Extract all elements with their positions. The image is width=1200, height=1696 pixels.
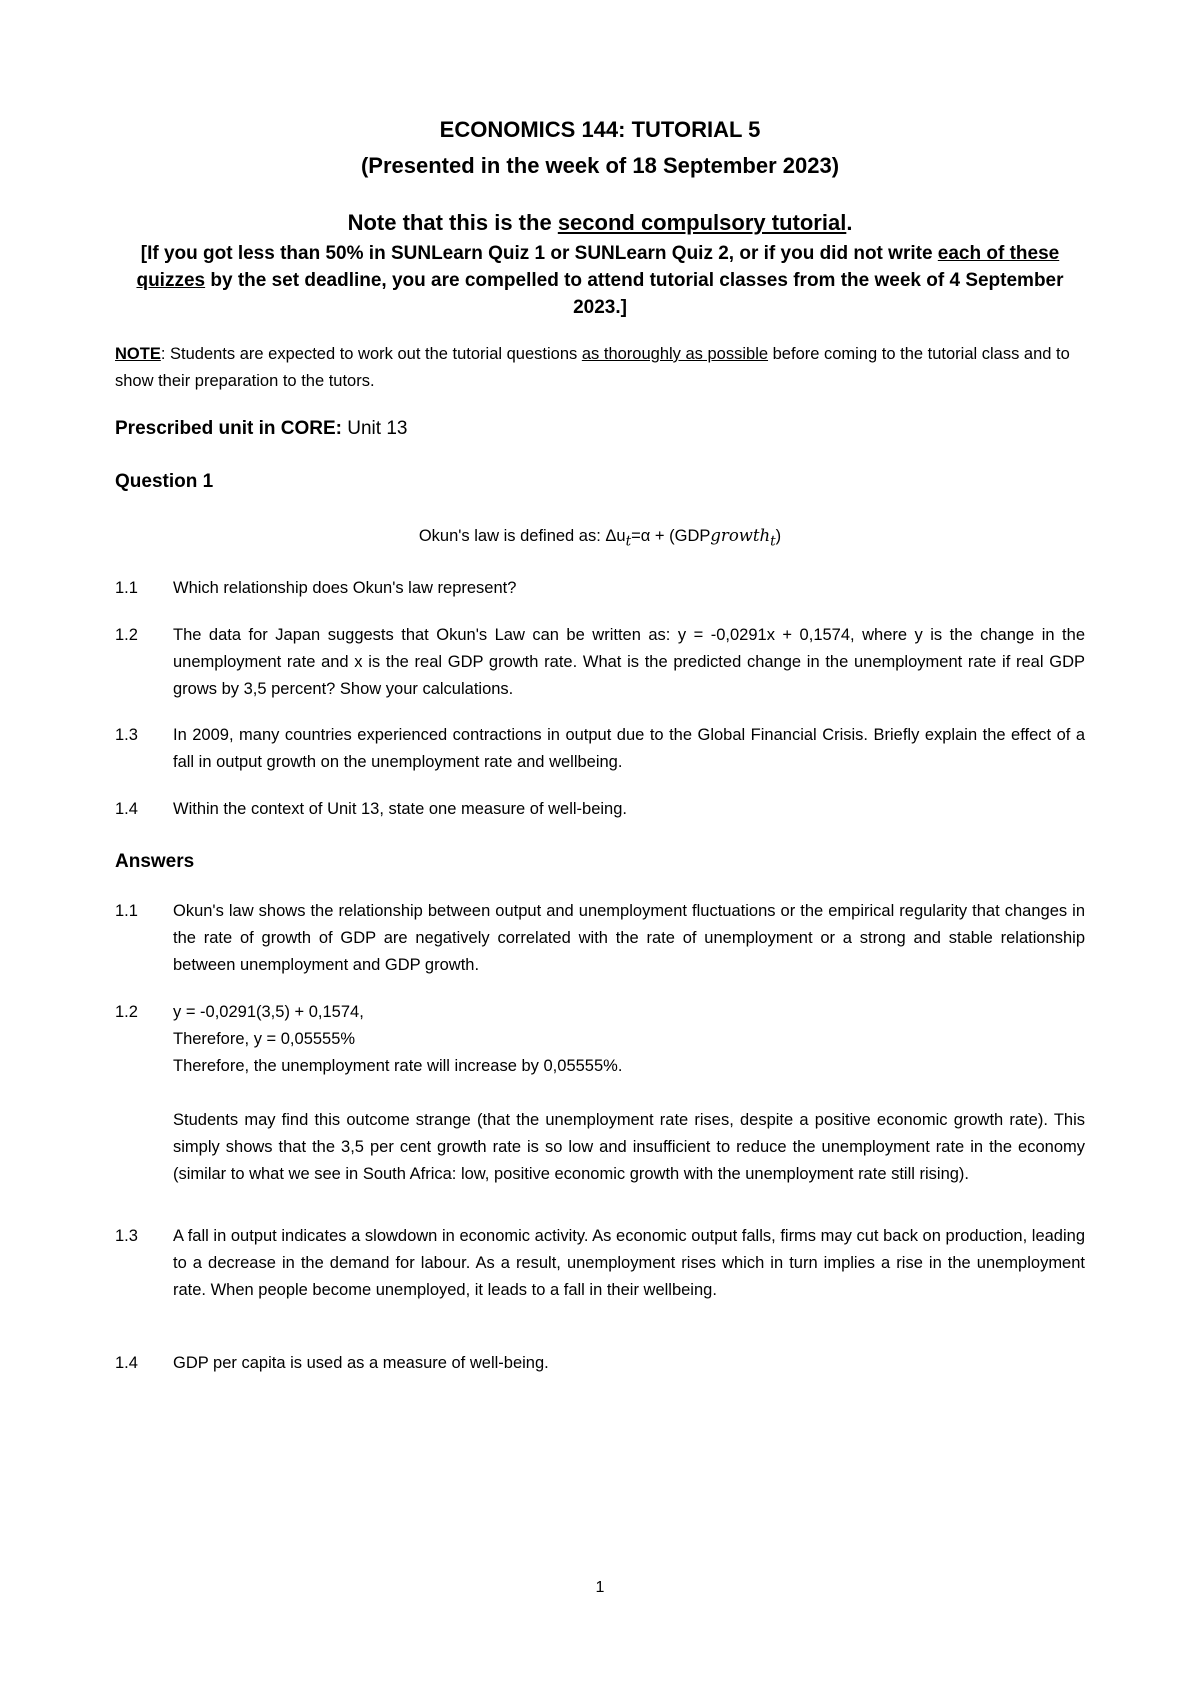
preparation-note: [115, 341, 1085, 395]
prescribed-value: Unit 13: [341, 418, 408, 439]
notice-or-1: or: [550, 243, 570, 264]
note-label: NOTE: [115, 345, 161, 363]
notice-underlined: each of these quizzes: [136, 243, 1060, 291]
question-text: Which relationship does Okun's law represent?: [173, 579, 517, 597]
okun-end: ): [775, 527, 782, 545]
note-underlined: as thoroughly as possible: [581, 345, 769, 363]
question-item: [115, 622, 1085, 703]
page-title: ECONOMICS 144: TUTORIAL 5: [439, 117, 761, 142]
compulsory-note-suffix: .: [846, 210, 853, 235]
okun-subscript-2: t: [770, 533, 776, 550]
answer-text: [173, 999, 1085, 1188]
okun-formula: Δu: [605, 527, 626, 545]
answer-number: 1.4: [115, 1354, 138, 1372]
notice-part-d: by the set deadline, you are: [205, 270, 465, 291]
calculation-line: y = -0,0291(3,5) + 0,1574,: [173, 1003, 364, 1021]
okun-growth: growth: [710, 526, 771, 545]
question-item: [115, 722, 1085, 776]
prescribed-unit: [115, 415, 407, 442]
notice-part-b: SUNLearn Quiz 2,: [569, 243, 740, 264]
compulsory-note-underlined: second compulsory tutorial: [557, 210, 847, 235]
notice-or-2: or: [739, 243, 759, 264]
calculation-line: Therefore, the unemployment rate will increase by 0,05555%.: [173, 1057, 623, 1075]
notice-part-e: to attend tutorial classes from the week of 4 September 2023.]: [558, 270, 1064, 318]
answer-text: Okun's law shows the relationship between output and unemployment fluctuations or the empirical regularity that changes in the rate of growth of GDP are negatively correlated with the rate of unemployment or a strong and stable relationship between unemployment and GDP growth.: [173, 902, 1085, 974]
document-header: [110, 112, 1090, 321]
answer-item: [115, 999, 1085, 1188]
page-subtitle: (Presented in the week of 18 September 2023): [360, 153, 840, 178]
question-text: The data for Japan suggests that Okun's Law can be written as: y = -0,0291x + 0,1574, where y is the change in the unemployment rate and x is the real GDP growth rate. What is the predicted change in the unemployment rate if real GDP grows by 3,5 percent? Show your calculations.: [173, 626, 1085, 698]
notice-compelled: compelled: [464, 270, 559, 291]
answer-text: GDP per capita is used as a measure of well-being.: [173, 1354, 549, 1372]
okun-mid: =α + (GDP: [631, 527, 711, 545]
answer-paragraph: Students may find this outcome strange (that the unemployment rate rises, despite a positive economic growth rate). This simply shows that the 3,5 per cent growth rate is so low and insufficient to reduce the unemployment rate in the economy (similar to what we see in South Africa: low, positive economic growth with the unemployment rate still rising).: [173, 1111, 1085, 1183]
answer-number: 1.1: [115, 902, 138, 920]
question-number: 1.4: [115, 800, 138, 818]
question-item: [115, 575, 1085, 602]
prescribed-label: Prescribed unit in CORE:: [115, 418, 342, 439]
compulsory-note-prefix: Note that this is the: [347, 210, 558, 235]
notice-part-c: if you did not write: [758, 243, 938, 264]
question-number: 1.3: [115, 726, 138, 744]
answer-number: 1.2: [115, 1003, 138, 1021]
question-item: [115, 796, 1085, 823]
attendance-notice: [110, 240, 1090, 321]
okun-intro: Okun's law is defined as:: [418, 527, 606, 545]
compulsory-note: [110, 206, 1090, 240]
question-number: 1.2: [115, 626, 138, 644]
question-number: 1.1: [115, 579, 138, 597]
answer-item: [115, 898, 1085, 979]
page-number: 1: [595, 1579, 605, 1596]
calculation-line: Therefore, y = 0,05555%: [173, 1030, 356, 1048]
question-text: In 2009, many countries experienced contractions in output due to the Global Financial Crisis. Briefly explain the effect of a fall in output growth on the unemployment rate and wellbeing.: [173, 726, 1085, 771]
answer-text: A fall in output indicates a slowdown in economic activity. As economic output falls, firms may cut back on production, leading to a decrease in the demand for labour. As a result, unemployment rises which in turn implies a rise in the unemployment rate. When people become unemployed, it leads to a fall in their wellbeing.: [173, 1227, 1085, 1299]
answer-number: 1.3: [115, 1227, 138, 1245]
notice-part-a: [If you got less than 50% in SUNLearn Quiz 1: [140, 243, 551, 264]
okun-definition: [115, 522, 1085, 555]
note-text-b: before coming to the tutorial class and to show their preparation to the tutors.: [115, 345, 1070, 390]
answer-item: [115, 1350, 1085, 1377]
question-1-heading: Question 1: [115, 471, 214, 492]
answers-heading: Answers: [115, 851, 195, 872]
question-text: Within the context of Unit 13, state one measure of well-being.: [173, 800, 627, 818]
answer-item: [115, 1223, 1085, 1304]
note-text-a: : Students are expected to work out the tutorial questions: [160, 345, 582, 363]
okun-subscript: t: [625, 533, 632, 550]
